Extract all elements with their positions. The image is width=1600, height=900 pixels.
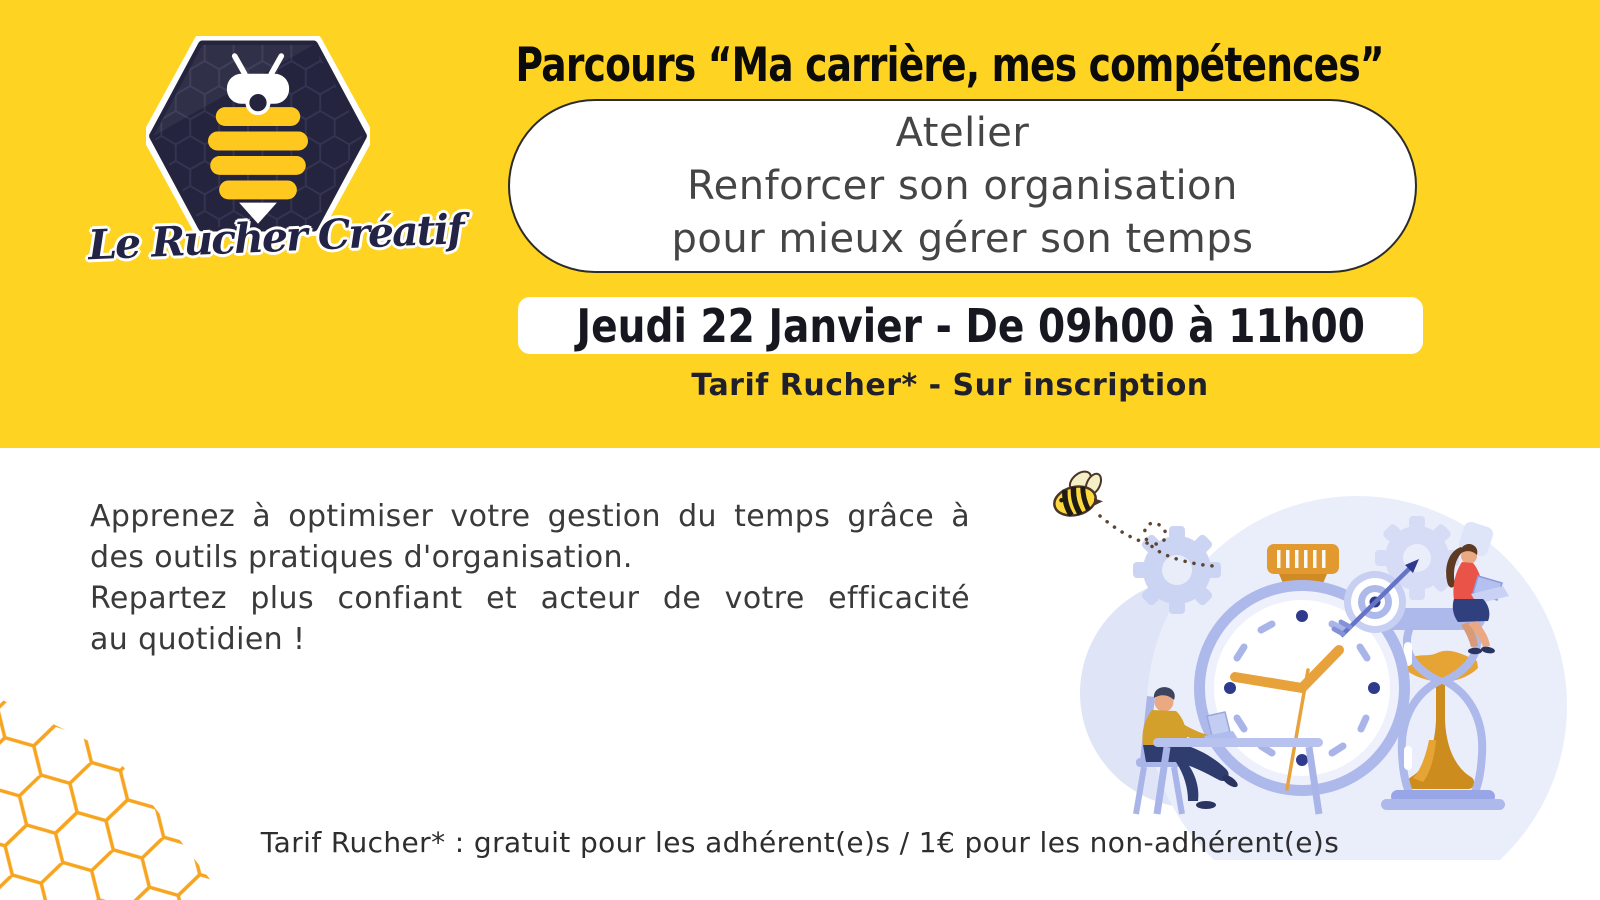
workshop-title-pill: [508, 99, 1417, 273]
page-title: Parcours “Ma carrière, mes compétences”: [515, 38, 1385, 93]
bee-icon: [1047, 464, 1111, 520]
honeycomb-pattern: [0, 694, 244, 900]
tarif-line: Tarif Rucher* - Sur inscription: [691, 368, 1209, 403]
description-line: au quotidien !: [90, 622, 306, 657]
date-text: Jeudi 22 Janvier - De 09h00 à 11h00: [576, 298, 1365, 353]
description-line: Apprenez à optimiser votre gestion du temps grâce à: [90, 499, 970, 534]
header-band: [0, 0, 1600, 448]
date-banner: [518, 297, 1423, 354]
rucher-creatif-logo: [87, 28, 464, 288]
logo-wordmark: Le Rucher Créatif: [87, 205, 464, 270]
workshop-line-3: pour mieux gérer son temps: [671, 215, 1254, 262]
description-line: des outils pratiques d'organisation.: [90, 540, 633, 575]
workshop-line-1: Atelier: [895, 109, 1030, 156]
workshop-line-2: Renforcer son organisation: [687, 162, 1238, 209]
time-management-illustration: [1025, 448, 1570, 860]
description-paragraph: [90, 496, 970, 660]
tarif-footnote: Tarif Rucher* : gratuit pour les adhérent(e)s / 1€ pour les non-adhérent(e)s: [260, 826, 1340, 859]
description-line: Repartez plus confiant et acteur de votre efficacité: [90, 581, 970, 616]
bee-logo-icon: [146, 36, 370, 236]
